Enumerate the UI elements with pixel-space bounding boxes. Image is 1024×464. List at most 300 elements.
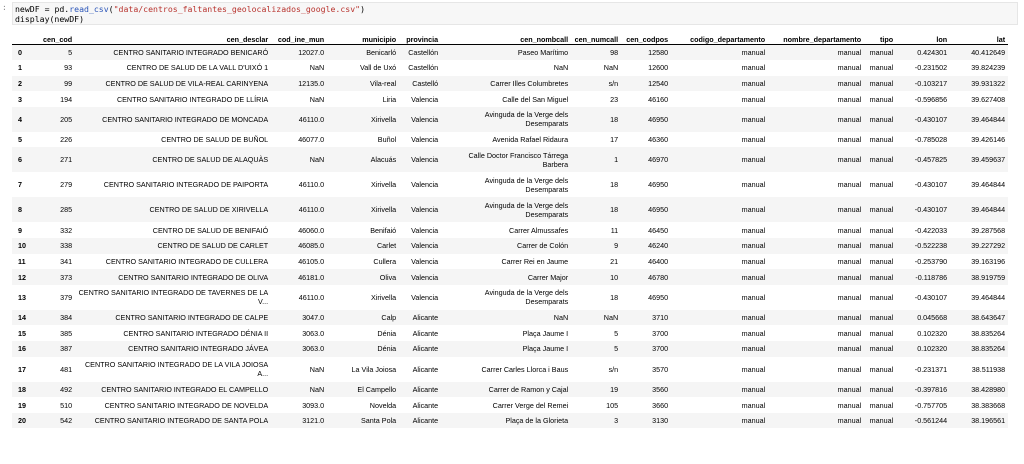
- table-cell: 38.428980: [950, 382, 1008, 398]
- table-cell: 46105.0: [271, 254, 327, 270]
- table-cell: 40.412649: [950, 45, 1008, 61]
- table-cell: manual: [864, 413, 896, 429]
- column-header: cen_cod: [40, 28, 75, 45]
- table-cell: NaN: [271, 382, 327, 398]
- column-header: lon: [896, 28, 950, 45]
- code-string: "data/centros_faltantes_geolocalizados_google.csv": [113, 4, 361, 14]
- table-cell: Valencia: [399, 91, 441, 107]
- table-cell: manual: [768, 172, 864, 197]
- table-cell: manual: [864, 60, 896, 76]
- table-row: [12, 172, 1008, 197]
- table-cell: 93: [40, 60, 75, 76]
- table-cell: manual: [768, 254, 864, 270]
- table-cell: manual: [671, 413, 768, 429]
- row-index: 10: [12, 238, 40, 254]
- table-cell: manual: [671, 357, 768, 382]
- table-cell: manual: [864, 197, 896, 222]
- table-cell: Novelda: [327, 397, 399, 413]
- table-cell: manual: [864, 269, 896, 285]
- table-cell: 205: [40, 107, 75, 132]
- table-cell: 46950: [621, 197, 671, 222]
- table-row: [12, 91, 1008, 107]
- table-cell: manual: [864, 254, 896, 270]
- table-cell: -0.430107: [896, 285, 950, 310]
- table-cell: 39.464844: [950, 197, 1008, 222]
- table-cell: -0.430107: [896, 197, 950, 222]
- table-cell: Alicante: [399, 357, 441, 382]
- table-cell: CENTRO SANITARIO INTEGRADO EL CAMPELLO: [75, 382, 271, 398]
- table-row: [12, 341, 1008, 357]
- table-cell: 0.424301: [896, 45, 950, 61]
- table-cell: Avinguda de la Verge dels Desemparats: [441, 285, 571, 310]
- table-cell: 387: [40, 341, 75, 357]
- table-cell: 46181.0: [271, 269, 327, 285]
- table-cell: 38.835264: [950, 341, 1008, 357]
- table-row: [12, 222, 1008, 238]
- table-cell: manual: [768, 91, 864, 107]
- table-cell: 5: [571, 325, 621, 341]
- table-row: [12, 45, 1008, 61]
- table-cell: CENTRO SANITARIO INTEGRADO DE NOVELDA: [75, 397, 271, 413]
- table-cell: Calp: [327, 310, 399, 326]
- table-cell: 0.045668: [896, 310, 950, 326]
- table-row: [12, 413, 1008, 429]
- table-cell: 10: [571, 269, 621, 285]
- table-cell: 285: [40, 197, 75, 222]
- table-cell: Alicante: [399, 310, 441, 326]
- table-cell: Plaça Jaume I: [441, 341, 571, 357]
- table-cell: manual: [671, 197, 768, 222]
- table-cell: Valencia: [399, 285, 441, 310]
- table-cell: Xirivella: [327, 172, 399, 197]
- table-cell: manual: [768, 45, 864, 61]
- table-cell: 46077.0: [271, 132, 327, 148]
- code-assign: = pd.: [39, 4, 70, 14]
- table-cell: manual: [671, 325, 768, 341]
- table-cell: Alacuás: [327, 147, 399, 172]
- table-cell: 18: [571, 107, 621, 132]
- table-cell: Avenida Rafael Ridaura: [441, 132, 571, 148]
- table-row: [12, 147, 1008, 172]
- table-cell: 3047.0: [271, 310, 327, 326]
- table-cell: manual: [671, 269, 768, 285]
- table-cell: Alicante: [399, 341, 441, 357]
- table-cell: 18: [571, 197, 621, 222]
- table-cell: Benifaió: [327, 222, 399, 238]
- table-cell: manual: [671, 310, 768, 326]
- table-cell: NaN: [571, 60, 621, 76]
- dataframe-table: [12, 28, 1008, 428]
- table-cell: manual: [768, 413, 864, 429]
- column-header: codigo_departamento: [671, 28, 768, 45]
- column-header: cen_desclar: [75, 28, 271, 45]
- table-cell: Carrer de Ramon y Cajal: [441, 382, 571, 398]
- table-row: [12, 310, 1008, 326]
- table-cell: 46400: [621, 254, 671, 270]
- table-cell: Cullera: [327, 254, 399, 270]
- table-cell: 0.102320: [896, 341, 950, 357]
- table-cell: Avinguda de la Verge dels Desemparats: [441, 172, 571, 197]
- table-cell: -0.430107: [896, 107, 950, 132]
- table-cell: 5: [40, 45, 75, 61]
- table-cell: 99: [40, 76, 75, 92]
- table-cell: manual: [671, 397, 768, 413]
- table-cell: 3063.0: [271, 325, 327, 341]
- table-cell: manual: [671, 91, 768, 107]
- table-cell: manual: [671, 172, 768, 197]
- table-cell: 38.919759: [950, 269, 1008, 285]
- column-header: cen_nombcall: [441, 28, 571, 45]
- row-index: 2: [12, 76, 40, 92]
- row-index: 5: [12, 132, 40, 148]
- table-row: [12, 197, 1008, 222]
- table-cell: 46450: [621, 222, 671, 238]
- table-cell: manual: [864, 397, 896, 413]
- table-cell: manual: [768, 269, 864, 285]
- table-cell: manual: [768, 397, 864, 413]
- row-index: 9: [12, 222, 40, 238]
- table-cell: CENTRO SANITARIO INTEGRADO DE OLIVA: [75, 269, 271, 285]
- table-cell: 9: [571, 238, 621, 254]
- table-cell: El Campello: [327, 382, 399, 398]
- table-cell: 46160: [621, 91, 671, 107]
- output-area: [12, 28, 1018, 464]
- table-cell: CENTRO SANITARIO INTEGRADO DE LLÍRIA: [75, 91, 271, 107]
- table-cell: -0.785028: [896, 132, 950, 148]
- table-cell: Valencia: [399, 147, 441, 172]
- code-line-2: display(newDF): [15, 14, 85, 24]
- table-cell: -0.757705: [896, 397, 950, 413]
- table-cell: CENTRO SANITARIO INTEGRADO DE SANTA POLA: [75, 413, 271, 429]
- table-cell: Valencia: [399, 107, 441, 132]
- table-cell: manual: [768, 341, 864, 357]
- table-row: [12, 76, 1008, 92]
- table-cell: Carrer de Colón: [441, 238, 571, 254]
- table-cell: -0.561244: [896, 413, 950, 429]
- table-cell: 18: [571, 285, 621, 310]
- table-cell: Avinguda de la Verge dels Desemparats: [441, 107, 571, 132]
- table-cell: 341: [40, 254, 75, 270]
- row-index: 11: [12, 254, 40, 270]
- table-cell: Alicante: [399, 382, 441, 398]
- table-cell: 3130: [621, 413, 671, 429]
- table-row: [12, 107, 1008, 132]
- row-index: 20: [12, 413, 40, 429]
- table-cell: La Vila Joiosa: [327, 357, 399, 382]
- table-cell: 19: [571, 382, 621, 398]
- table-cell: manual: [671, 222, 768, 238]
- table-cell: CENTRO DE SALUD DE LA VALL D'UIXÓ 1: [75, 60, 271, 76]
- table-cell: -0.430107: [896, 172, 950, 197]
- table-cell: NaN: [441, 60, 571, 76]
- table-cell: CENTRO DE SALUD DE XIRIVELLA: [75, 197, 271, 222]
- table-cell: 38.643647: [950, 310, 1008, 326]
- table-cell: manual: [768, 238, 864, 254]
- table-cell: CENTRO SANITARIO INTEGRADO DÉNIA II: [75, 325, 271, 341]
- table-cell: Carrer Major: [441, 269, 571, 285]
- table-cell: manual: [864, 76, 896, 92]
- code-variable: newDF: [15, 4, 40, 14]
- table-cell: -0.103217: [896, 76, 950, 92]
- table-body: [12, 45, 1008, 429]
- table-cell: manual: [671, 382, 768, 398]
- column-header: tipo: [864, 28, 896, 45]
- table-cell: manual: [671, 238, 768, 254]
- row-index: 1: [12, 60, 40, 76]
- table-cell: CENTRO DE SALUD DE CARLET: [75, 238, 271, 254]
- table-cell: Dénia: [327, 325, 399, 341]
- table-cell: 39.464844: [950, 107, 1008, 132]
- table-cell: 12600: [621, 60, 671, 76]
- table-cell: manual: [864, 45, 896, 61]
- table-cell: manual: [864, 285, 896, 310]
- row-index: 7: [12, 172, 40, 197]
- table-cell: 0.102320: [896, 325, 950, 341]
- row-index: 12: [12, 269, 40, 285]
- table-cell: manual: [671, 60, 768, 76]
- row-index: 15: [12, 325, 40, 341]
- table-cell: Carrer Illes Columbretes: [441, 76, 571, 92]
- table-cell: 39.931322: [950, 76, 1008, 92]
- row-index: 8: [12, 197, 40, 222]
- table-cell: NaN: [271, 91, 327, 107]
- table-cell: Valencia: [399, 222, 441, 238]
- table-cell: Xirivella: [327, 197, 399, 222]
- table-cell: manual: [864, 147, 896, 172]
- table-cell: Carrer Almussafes: [441, 222, 571, 238]
- table-cell: 3710: [621, 310, 671, 326]
- table-cell: 46950: [621, 172, 671, 197]
- table-cell: NaN: [271, 147, 327, 172]
- table-cell: 12135.0: [271, 76, 327, 92]
- table-cell: 21: [571, 254, 621, 270]
- table-cell: 332: [40, 222, 75, 238]
- table-cell: 46970: [621, 147, 671, 172]
- table-cell: s/n: [571, 357, 621, 382]
- table-cell: 38.835264: [950, 325, 1008, 341]
- table-cell: manual: [768, 76, 864, 92]
- table-cell: 39.464844: [950, 172, 1008, 197]
- table-cell: 46950: [621, 285, 671, 310]
- row-index: 14: [12, 310, 40, 326]
- table-cell: Carrer Carles Llorca i Baus: [441, 357, 571, 382]
- table-cell: 3660: [621, 397, 671, 413]
- table-cell: 271: [40, 147, 75, 172]
- column-header: municipio: [327, 28, 399, 45]
- table-cell: 373: [40, 269, 75, 285]
- row-index: 19: [12, 397, 40, 413]
- code-paren-open: (: [108, 4, 114, 14]
- table-cell: manual: [671, 147, 768, 172]
- table-cell: NaN: [571, 310, 621, 326]
- table-cell: Valencia: [399, 132, 441, 148]
- table-cell: 39.227292: [950, 238, 1008, 254]
- table-cell: Xirivella: [327, 285, 399, 310]
- table-cell: 510: [40, 397, 75, 413]
- table-cell: Alicante: [399, 413, 441, 429]
- table-cell: 12580: [621, 45, 671, 61]
- table-cell: Valencia: [399, 238, 441, 254]
- table-cell: -0.522238: [896, 238, 950, 254]
- table-cell: 46360: [621, 132, 671, 148]
- table-cell: manual: [671, 132, 768, 148]
- table-row: [12, 132, 1008, 148]
- table-cell: manual: [864, 91, 896, 107]
- table-cell: 481: [40, 357, 75, 382]
- table-cell: 39.163196: [950, 254, 1008, 270]
- row-index: 0: [12, 45, 40, 61]
- table-cell: 18: [571, 172, 621, 197]
- table-cell: 12027.0: [271, 45, 327, 61]
- table-cell: NaN: [271, 357, 327, 382]
- table-cell: CENTRO DE SALUD DE ALAQUÀS: [75, 147, 271, 172]
- table-cell: manual: [768, 132, 864, 148]
- table-cell: CENTRO SANITARIO INTEGRADO DE LA VILA JOIOSA A...: [75, 357, 271, 382]
- table-cell: Dénia: [327, 341, 399, 357]
- table-cell: 3560: [621, 382, 671, 398]
- table-cell: manual: [864, 107, 896, 132]
- column-header: cod_ine_mun: [271, 28, 327, 45]
- row-index: 13: [12, 285, 40, 310]
- table-cell: -0.457825: [896, 147, 950, 172]
- table-cell: 105: [571, 397, 621, 413]
- table-cell: Castellón: [399, 60, 441, 76]
- table-cell: manual: [864, 341, 896, 357]
- table-row: [12, 254, 1008, 270]
- table-cell: 46085.0: [271, 238, 327, 254]
- table-cell: manual: [671, 254, 768, 270]
- table-cell: Valencia: [399, 269, 441, 285]
- table-cell: Plaça Jaume I: [441, 325, 571, 341]
- table-cell: 39.464844: [950, 285, 1008, 310]
- table-cell: 226: [40, 132, 75, 148]
- table-cell: manual: [671, 76, 768, 92]
- table-cell: Valencia: [399, 254, 441, 270]
- table-cell: manual: [768, 310, 864, 326]
- table-cell: 39.287568: [950, 222, 1008, 238]
- table-cell: s/n: [571, 76, 621, 92]
- table-cell: manual: [864, 357, 896, 382]
- table-cell: 46110.0: [271, 285, 327, 310]
- table-cell: 3063.0: [271, 341, 327, 357]
- row-index: 18: [12, 382, 40, 398]
- table-cell: 3: [571, 413, 621, 429]
- table-cell: Carrer Rei en Jaume: [441, 254, 571, 270]
- table-cell: 46060.0: [271, 222, 327, 238]
- table-cell: 3570: [621, 357, 671, 382]
- table-cell: CENTRO SANITARIO INTEGRADO DE CALPE: [75, 310, 271, 326]
- code-function: read_csv: [69, 4, 109, 14]
- table-cell: Avinguda de la Verge dels Desemparats: [441, 197, 571, 222]
- table-cell: 384: [40, 310, 75, 326]
- column-header: lat: [950, 28, 1008, 45]
- table-row: [12, 60, 1008, 76]
- table-cell: Calle del San Miguel: [441, 91, 571, 107]
- table-cell: manual: [768, 325, 864, 341]
- table-cell: 46240: [621, 238, 671, 254]
- table-cell: manual: [671, 341, 768, 357]
- table-cell: 3121.0: [271, 413, 327, 429]
- table-cell: 23: [571, 91, 621, 107]
- row-index: 6: [12, 147, 40, 172]
- table-cell: NaN: [271, 60, 327, 76]
- table-cell: manual: [768, 147, 864, 172]
- table-cell: 279: [40, 172, 75, 197]
- table-cell: manual: [671, 285, 768, 310]
- table-row: [12, 397, 1008, 413]
- table-cell: Benicarló: [327, 45, 399, 61]
- table-cell: Alicante: [399, 325, 441, 341]
- table-cell: Valencia: [399, 197, 441, 222]
- table-cell: 39.459637: [950, 147, 1008, 172]
- table-cell: Vall de Uxó: [327, 60, 399, 76]
- table-cell: manual: [864, 238, 896, 254]
- table-row: [12, 357, 1008, 382]
- table-row: [12, 238, 1008, 254]
- table-cell: CENTRO SANITARIO INTEGRADO BENICARÓ: [75, 45, 271, 61]
- table-cell: CENTRO SANITARIO INTEGRADO DE MONCADA: [75, 107, 271, 132]
- table-cell: manual: [768, 107, 864, 132]
- table-cell: Buñol: [327, 132, 399, 148]
- table-cell: Carlet: [327, 238, 399, 254]
- table-cell: CENTRO DE SALUD DE BUÑOL: [75, 132, 271, 148]
- table-cell: 542: [40, 413, 75, 429]
- table-cell: manual: [768, 222, 864, 238]
- table-row: [12, 269, 1008, 285]
- table-cell: 98: [571, 45, 621, 61]
- table-cell: 3093.0: [271, 397, 327, 413]
- cell-prompt-marker: :: [2, 3, 7, 12]
- table-cell: Plaça de la Glorieta: [441, 413, 571, 429]
- code-line-1: [15, 4, 1017, 14]
- table-cell: manual: [768, 60, 864, 76]
- table-cell: Castellón: [399, 45, 441, 61]
- table-cell: manual: [768, 197, 864, 222]
- column-header: cen_codpos: [621, 28, 671, 45]
- table-cell: 492: [40, 382, 75, 398]
- table-cell: -0.231371: [896, 357, 950, 382]
- column-header: cen_numcall: [571, 28, 621, 45]
- table-cell: Valencia: [399, 172, 441, 197]
- table-cell: 39.824239: [950, 60, 1008, 76]
- table-cell: 46780: [621, 269, 671, 285]
- table-cell: 194: [40, 91, 75, 107]
- table-cell: 38.196561: [950, 413, 1008, 429]
- table-row: [12, 382, 1008, 398]
- table-cell: CENTRO SANITARIO INTEGRADO JÁVEA: [75, 341, 271, 357]
- table-cell: 385: [40, 325, 75, 341]
- table-cell: 12540: [621, 76, 671, 92]
- scroll-edge: [1010, 28, 1018, 464]
- table-cell: CENTRO SANITARIO INTEGRADO DE TAVERNES DE LA V...: [75, 285, 271, 310]
- table-cell: Calle Doctor Francisco Tárrega Barbera: [441, 147, 571, 172]
- table-cell: 3700: [621, 325, 671, 341]
- code-cell[interactable]: [12, 2, 1018, 25]
- table-cell: manual: [864, 310, 896, 326]
- table-cell: 5: [571, 341, 621, 357]
- table-cell: 46110.0: [271, 197, 327, 222]
- table-cell: manual: [768, 285, 864, 310]
- table-cell: 17: [571, 132, 621, 148]
- row-index: 17: [12, 357, 40, 382]
- table-cell: Oliva: [327, 269, 399, 285]
- table-cell: manual: [864, 222, 896, 238]
- table-cell: -0.231502: [896, 60, 950, 76]
- table-cell: manual: [864, 382, 896, 398]
- row-index: 4: [12, 107, 40, 132]
- table-cell: -0.118786: [896, 269, 950, 285]
- table-row: [12, 325, 1008, 341]
